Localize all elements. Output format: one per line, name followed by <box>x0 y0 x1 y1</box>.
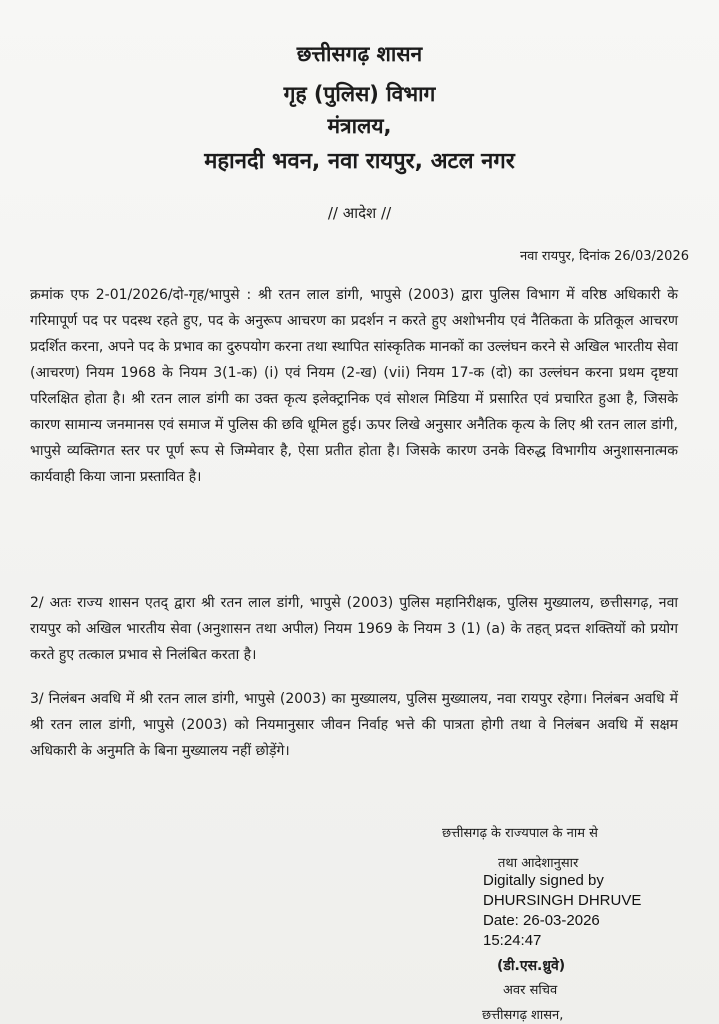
paragraph-1: क्रमांक एफ 2-01/2026/दो-गृह/भापुसे : श्री रतन लाल डांगी, भापुसे (2003) द्वारा पुलिस विभाग में वरिष्ठ अधिकारी के गरिमापूर्ण पद पर पदस्थ रहते हुए, पद के अनुरूप आचरण का प्रदर्शन न करते हुए अशोभनीय एवं नैतिकता के प्रतिकूल आचरण प्रदर्शित करना, अपने पद के प्रभाव का दुरुपयोग करना तथा स्थापित सांस्कृतिक मानकों का उल्लंघन करने से अखिल भारतीय सेवा (आचरण) नियम 1968 के नियम 3(1-क) (i) एवं नियम (2-ख) (vii) नियम 17-क (दो) का उल्लंघन करना प्रथम दृष्टया परिलक्षित होता है। श्री रतन लाल डांगी का उक्त कृत्य इलेक्ट्रानिक एवं सोशल मिडिया में प्रसारित एवं प्रचारित हुआ है, जिसके कारण सामान्य जनमानस एवं समाज में पुलिस की छवि धूमिल हुई। ऊपर लिखे अनुसार अनैतिक कृत्य के लिए श्री रतन लाल डांगी, भापुसे व्यक्तिगत स्तर पर पूर्ण रूप से जिम्मेवार है, ऐसा प्रतीत होता है। जिसके कारण उनके विरुद्ध विभागीय अनुशासनात्मक कार्यवाही किया जाना प्रस्तावित है। <box>30 287 678 485</box>
digital-signature-date: Date: 26-03-2026 <box>483 912 600 929</box>
paragraph-2: 2/ अतः राज्य शासन एतद् द्वारा श्री रतन लाल डांगी, भापुसे (2003) पुलिस महानिरीक्षक, पुलिस मुख्यालय, छत्तीसगढ़, नवा रायपुर को अखिल भारतीय सेवा (अनुशासन तथा अपील) नियम 1969 के नियम 3 (1) (a) के तहत् प्रदत्त शक्तियों को प्रयोग करते हुए तत्काल प्रभाव से निलंबित करता है। <box>30 595 678 663</box>
address-heading: महानदी भवन, नवा रायपुर, अटल नगर <box>204 149 515 174</box>
govt-name-heading: छत्तीसगढ़ शासन <box>296 42 423 66</box>
signature-authority-line: छत्तीसगढ़ के राज्यपाल के नाम से <box>442 826 598 841</box>
digital-signature-time: 15:24:47 <box>483 932 542 949</box>
place-date: नवा रायपुर, दिनांक 26/03/2026 <box>519 249 689 264</box>
digital-signature-label: Digitally signed by <box>483 872 604 889</box>
ministry-heading: मंत्रालय, <box>327 114 392 138</box>
digital-signature-name: DHURSINGH DHRUVE <box>483 892 642 909</box>
order-title: // आदेश // <box>327 204 392 222</box>
signatory-designation: अवर सचिव <box>503 983 558 998</box>
paragraph-3: 3/ निलंबन अवधि में श्री रतन लाल डांगी, भापुसे (2003) का मुख्यालय, पुलिस मुख्यालय, नवा रायपुर रहेगा। निलंबन अवधि में श्री रतन लाल डांगी, भापुसे (2003) को नियमानुसार जीवन निर्वाह भत्ते की पात्रता होगी तथा वे निलंबन अवधि में सक्षम अधिकारी के अनुमति के बिना मुख्यालय नहीं छोड़ेंगे। <box>30 691 678 759</box>
department-heading: गृह (पुलिस) विभाग <box>283 82 436 106</box>
signatory-organization: छत्तीसगढ़ शासन, <box>482 1008 564 1023</box>
signatory-name: (डी.एस.ध्रुवे) <box>497 958 566 974</box>
signature-order-line: तथा आदेशानुसार <box>498 856 579 871</box>
